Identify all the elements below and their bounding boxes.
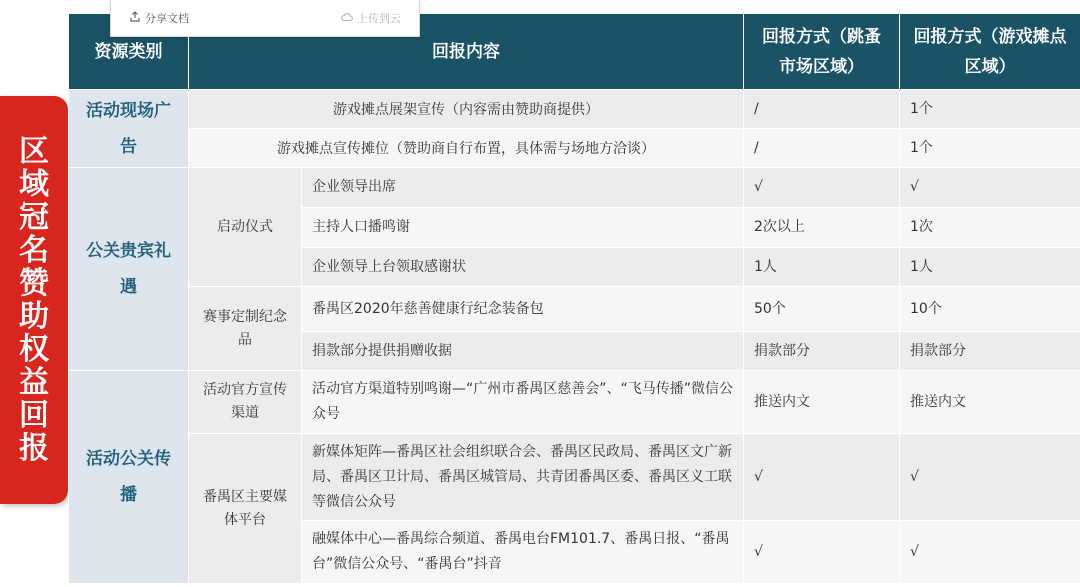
- content-cell: 主持人口播鸣谢: [302, 208, 744, 248]
- value-cell-a: /: [744, 129, 900, 168]
- subcategory-cell: 活动官方宣传渠道: [189, 371, 302, 434]
- sidebar-title-tab: [0, 96, 68, 504]
- value-cell-a: 捐款部分: [744, 332, 900, 371]
- upload-cloud-button[interactable]: [323, 10, 419, 26]
- subcategory-cell: 启动仪式: [189, 168, 302, 287]
- value-cell-b: √: [900, 168, 1080, 208]
- header-col-a: 回报方式（跳蚤市场区域）: [744, 14, 900, 90]
- table-row: [69, 129, 1080, 168]
- share-doc-button[interactable]: [111, 10, 207, 26]
- rewards-table: [68, 13, 1080, 584]
- content-cell: 新媒体矩阵—番禺区社会组织联合会、番禺区民政局、番禺区文广新局、番禺区卫计局、番禺区城管局、共青团番禺区委、番禺区义工联等微信公众号: [302, 434, 744, 521]
- share-doc-label: 分享文档: [145, 12, 189, 25]
- category-cell: 活动现场广告: [69, 90, 189, 168]
- value-cell-b: 推送内文: [900, 371, 1080, 434]
- value-cell-a: 1人: [744, 248, 900, 287]
- value-cell-a: 2次以上: [744, 208, 900, 248]
- header-col-b: 回报方式（游戏摊点区域）: [900, 14, 1080, 90]
- content-cell: 企业领导上台领取感谢状: [302, 248, 744, 287]
- subcategory-cell: 番禺区主要媒体平台: [189, 434, 302, 584]
- table-row: [69, 90, 1080, 129]
- value-cell-b: 1次: [900, 208, 1080, 248]
- table-row: [69, 371, 1080, 434]
- value-cell-a: 50个: [744, 287, 900, 332]
- value-cell-a: 推送内文: [744, 371, 900, 434]
- content-cell: 融媒体中心—番禺综合频道、番禺电台FM101.7、番禺日报、“番禺台”微信公众号、“番禺台”抖音: [302, 521, 744, 584]
- table-row: [69, 287, 1080, 332]
- content-cell: 活动官方渠道特别鸣谢—“广州市番禺区慈善会”、“飞马传播”微信公众号: [302, 371, 744, 434]
- value-cell-a: /: [744, 90, 900, 129]
- content-cell: 番禺区2020年慈善健康行纪念装备包: [302, 287, 744, 332]
- value-cell-a: √: [744, 168, 900, 208]
- share-popup: [110, 0, 420, 37]
- value-cell-a: √: [744, 521, 900, 584]
- header-content: 回报内容: [189, 14, 744, 90]
- value-cell-b: √: [900, 434, 1080, 521]
- header-category: 资源类别: [69, 14, 189, 90]
- value-cell-b: 10个: [900, 287, 1080, 332]
- upload-cloud-label: 上传到云: [357, 12, 401, 25]
- table-row: [69, 168, 1080, 208]
- value-cell-b: 捐款部分: [900, 332, 1080, 371]
- value-cell-b: 1人: [900, 248, 1080, 287]
- content-cell: 游戏摊点宣传摊位（赞助商自行布置，具体需与场地方洽谈）: [189, 129, 744, 168]
- cloud-icon: [341, 11, 353, 26]
- subcategory-cell: 赛事定制纪念品: [189, 287, 302, 371]
- share-icon: [129, 11, 141, 26]
- content-cell: 企业领导出席: [302, 168, 744, 208]
- sidebar-title: 区域冠名赞助 权益回报: [19, 134, 49, 466]
- value-cell-b: 1个: [900, 129, 1080, 168]
- content-cell: 游戏摊点展架宣传（内容需由赞助商提供）: [189, 90, 744, 129]
- category-cell: 活动公关传播: [69, 371, 189, 584]
- content-cell: 捐款部分提供捐赠收据: [302, 332, 744, 371]
- category-cell: 公关贵宾礼遇: [69, 168, 189, 371]
- value-cell-b: √: [900, 521, 1080, 584]
- value-cell-a: √: [744, 434, 900, 521]
- value-cell-b: 1个: [900, 90, 1080, 129]
- table-row: [69, 434, 1080, 521]
